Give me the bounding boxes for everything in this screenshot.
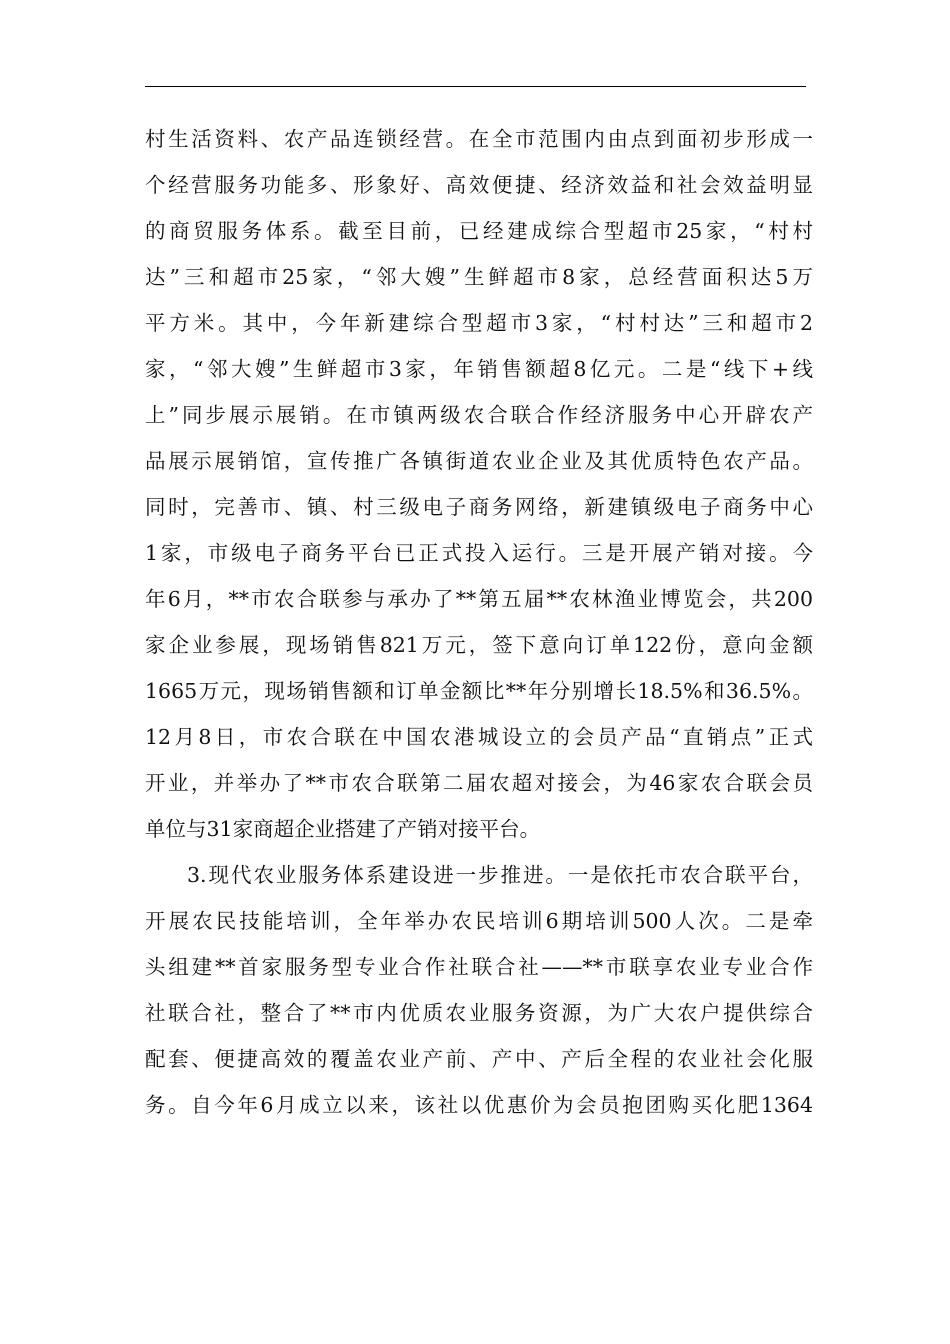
- text-line: 家企业参展，现场销售821万元，签下意向订单122份，意向金额: [145, 633, 813, 657]
- text-line: 村生活资料、农产品连锁经营。在全市范围内由点到面初步形成一: [145, 127, 813, 151]
- text-line: 12月8日，市农合联在中国农港城设立的会员产品“直销点”正式: [145, 725, 813, 749]
- text-line: 品展示展销馆，宣传推广各镇街道农业企业及其优质特色农产品。: [145, 449, 813, 473]
- text-line: 1665万元，现场销售额和订单金额比**年分别增长18.5%和36.5%。: [145, 679, 813, 703]
- document-body: [145, 116, 813, 1128]
- header-rule: [145, 86, 806, 87]
- text-line: 个经营服务功能多、形象好、高效便捷、经济效益和社会效益明显: [145, 173, 813, 197]
- text-line: 1家，市级电子商务平台已正式投入运行。三是开展产销对接。今: [145, 541, 813, 565]
- section-3-heading-line: 3.现代农业服务体系建设进一步推进。一是依托市农合联平台，: [187, 863, 813, 887]
- text-line: 的商贸服务体系。截至目前，已经建成综合型超市25家，“村村: [145, 219, 813, 243]
- text-line: 家，“邻大嫂”生鲜超市3家，年销售额超8亿元。二是“线下+线: [145, 357, 813, 381]
- text-line: 达”三和超市25家，“邻大嫂”生鲜超市8家，总经营面积达5万: [145, 265, 813, 289]
- text-line: 单位与31家商超企业搭建了产销对接平台。: [145, 817, 541, 841]
- text-line: 开展农民技能培训，全年举办农民培训6期培训500人次。二是牵: [145, 909, 813, 933]
- text-line: 年6月，**市农合联参与承办了**第五届**农林渔业博览会，共200: [145, 587, 813, 611]
- text-line: 头组建**首家服务型专业合作社联合社——**市联享农业专业合作: [145, 955, 813, 979]
- text-line: 同时，完善市、镇、村三级电子商务网络，新建镇级电子商务中心: [145, 495, 813, 519]
- text-line: 配套、便捷高效的覆盖农业产前、产中、产后全程的农业社会化服: [145, 1047, 813, 1071]
- text-line: 平方米。其中，今年新建综合型超市3家，“村村达”三和超市2: [145, 311, 813, 335]
- text-line: 务。自今年6月成立以来，该社以优惠价为会员抱团购买化肥1364: [145, 1093, 813, 1117]
- text-line: 社联合社，整合了**市内优质农业服务资源，为广大农户提供综合: [145, 1001, 813, 1025]
- text-line: 上”同步展示展销。在市镇两级农合联合作经济服务中心开辟农产: [145, 403, 813, 427]
- text-line: 开业，并举办了**市农合联第二届农超对接会，为46家农合联会员: [145, 771, 813, 795]
